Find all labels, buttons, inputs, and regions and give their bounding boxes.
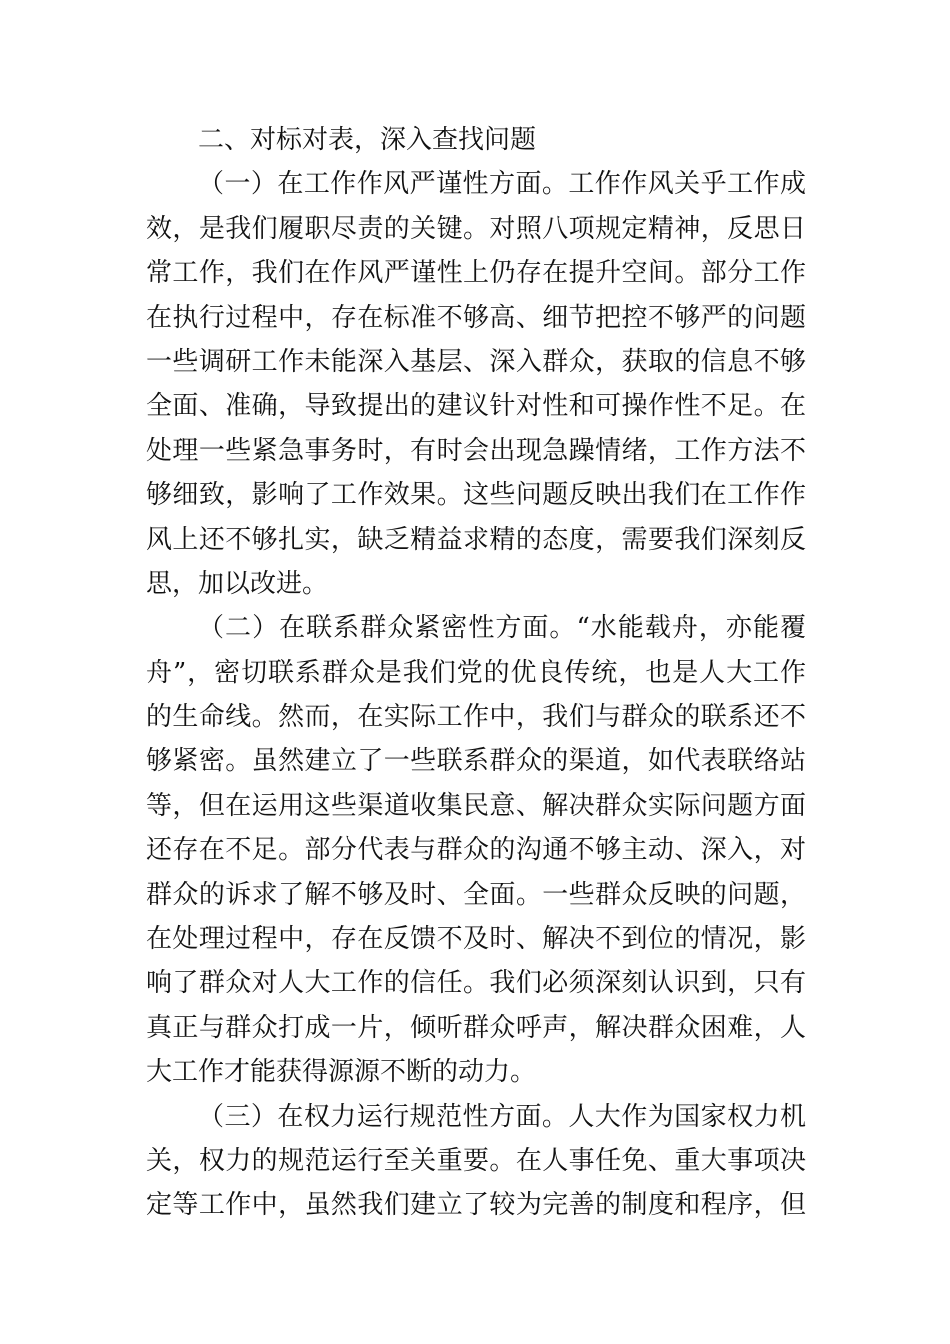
text-line: 全面、准确，导致提出的建议针对性和可操作性不足。在 [146,391,806,422]
text-line: 真正与群众打成一片，倾听群众呼声，解决群众困难，人 [146,1012,806,1043]
text-line: （一）在工作作风严谨性方面。工作作风关乎工作成 [198,169,806,200]
text-line: 的生命线。然而，在实际工作中，我们与群众的联系还不 [146,702,806,733]
text-line: 常工作，我们在作风严谨性上仍存在提升空间。部分工作 [146,258,806,289]
text-line: 思，加以改进。 [146,568,329,599]
text-line: 响了群众对人大工作的信任。我们必须深刻认识到，只有 [146,968,806,999]
text-line: 够紧密。虽然建立了一些联系群众的渠道，如代表联络站 [146,746,806,777]
text-line: 风上还不够扎实，缺乏精益求精的态度，需要我们深刻反 [146,524,806,555]
text-line: 还存在不足。部分代表与群众的沟通不够主动、深入，对 [146,835,806,866]
text-line: （二）在联系群众紧密性方面。“水能载舟，亦能覆 [198,613,806,644]
document-body [146,118,806,1228]
text-line: 定等工作中，虽然我们建立了较为完善的制度和程序，但 [146,1190,806,1221]
text-line: 在执行过程中，存在标准不够高、细节把控不够严的问题 [146,302,806,333]
text-line: 群众的诉求了解不够及时、全面。一些群众反映的问题， [146,879,806,910]
text-line: 效，是我们履职尽责的关键。对照八项规定精神，反思日 [146,213,806,244]
text-line: 等，但在运用这些渠道收集民意、解决群众实际问题方面 [146,790,806,821]
text-line: 处理一些紧急事务时，有时会出现急躁情绪，工作方法不 [146,435,806,466]
paragraph-lines [146,162,806,1227]
text-line: 够细致，影响了工作效果。这些问题反映出我们在工作作 [146,480,806,511]
text-line: 一些调研工作未能深入基层、深入群众，获取的信息不够 [146,346,806,377]
text-line: 舟”，密切联系群众是我们党的优良传统，也是人大工作 [146,657,806,688]
text-line: 在处理过程中，存在反馈不及时、解决不到位的情况，影 [146,924,806,955]
section-heading: 二、对标对表，深入查找问题 [198,125,537,155]
text-line: 大工作才能获得源源不断的动力。 [146,1057,537,1088]
text-line: 关，权力的规范运行至关重要。在人事任免、重大事项决 [146,1145,806,1176]
text-line: （三）在权力运行规范性方面。人大作为国家权力机 [198,1101,806,1132]
